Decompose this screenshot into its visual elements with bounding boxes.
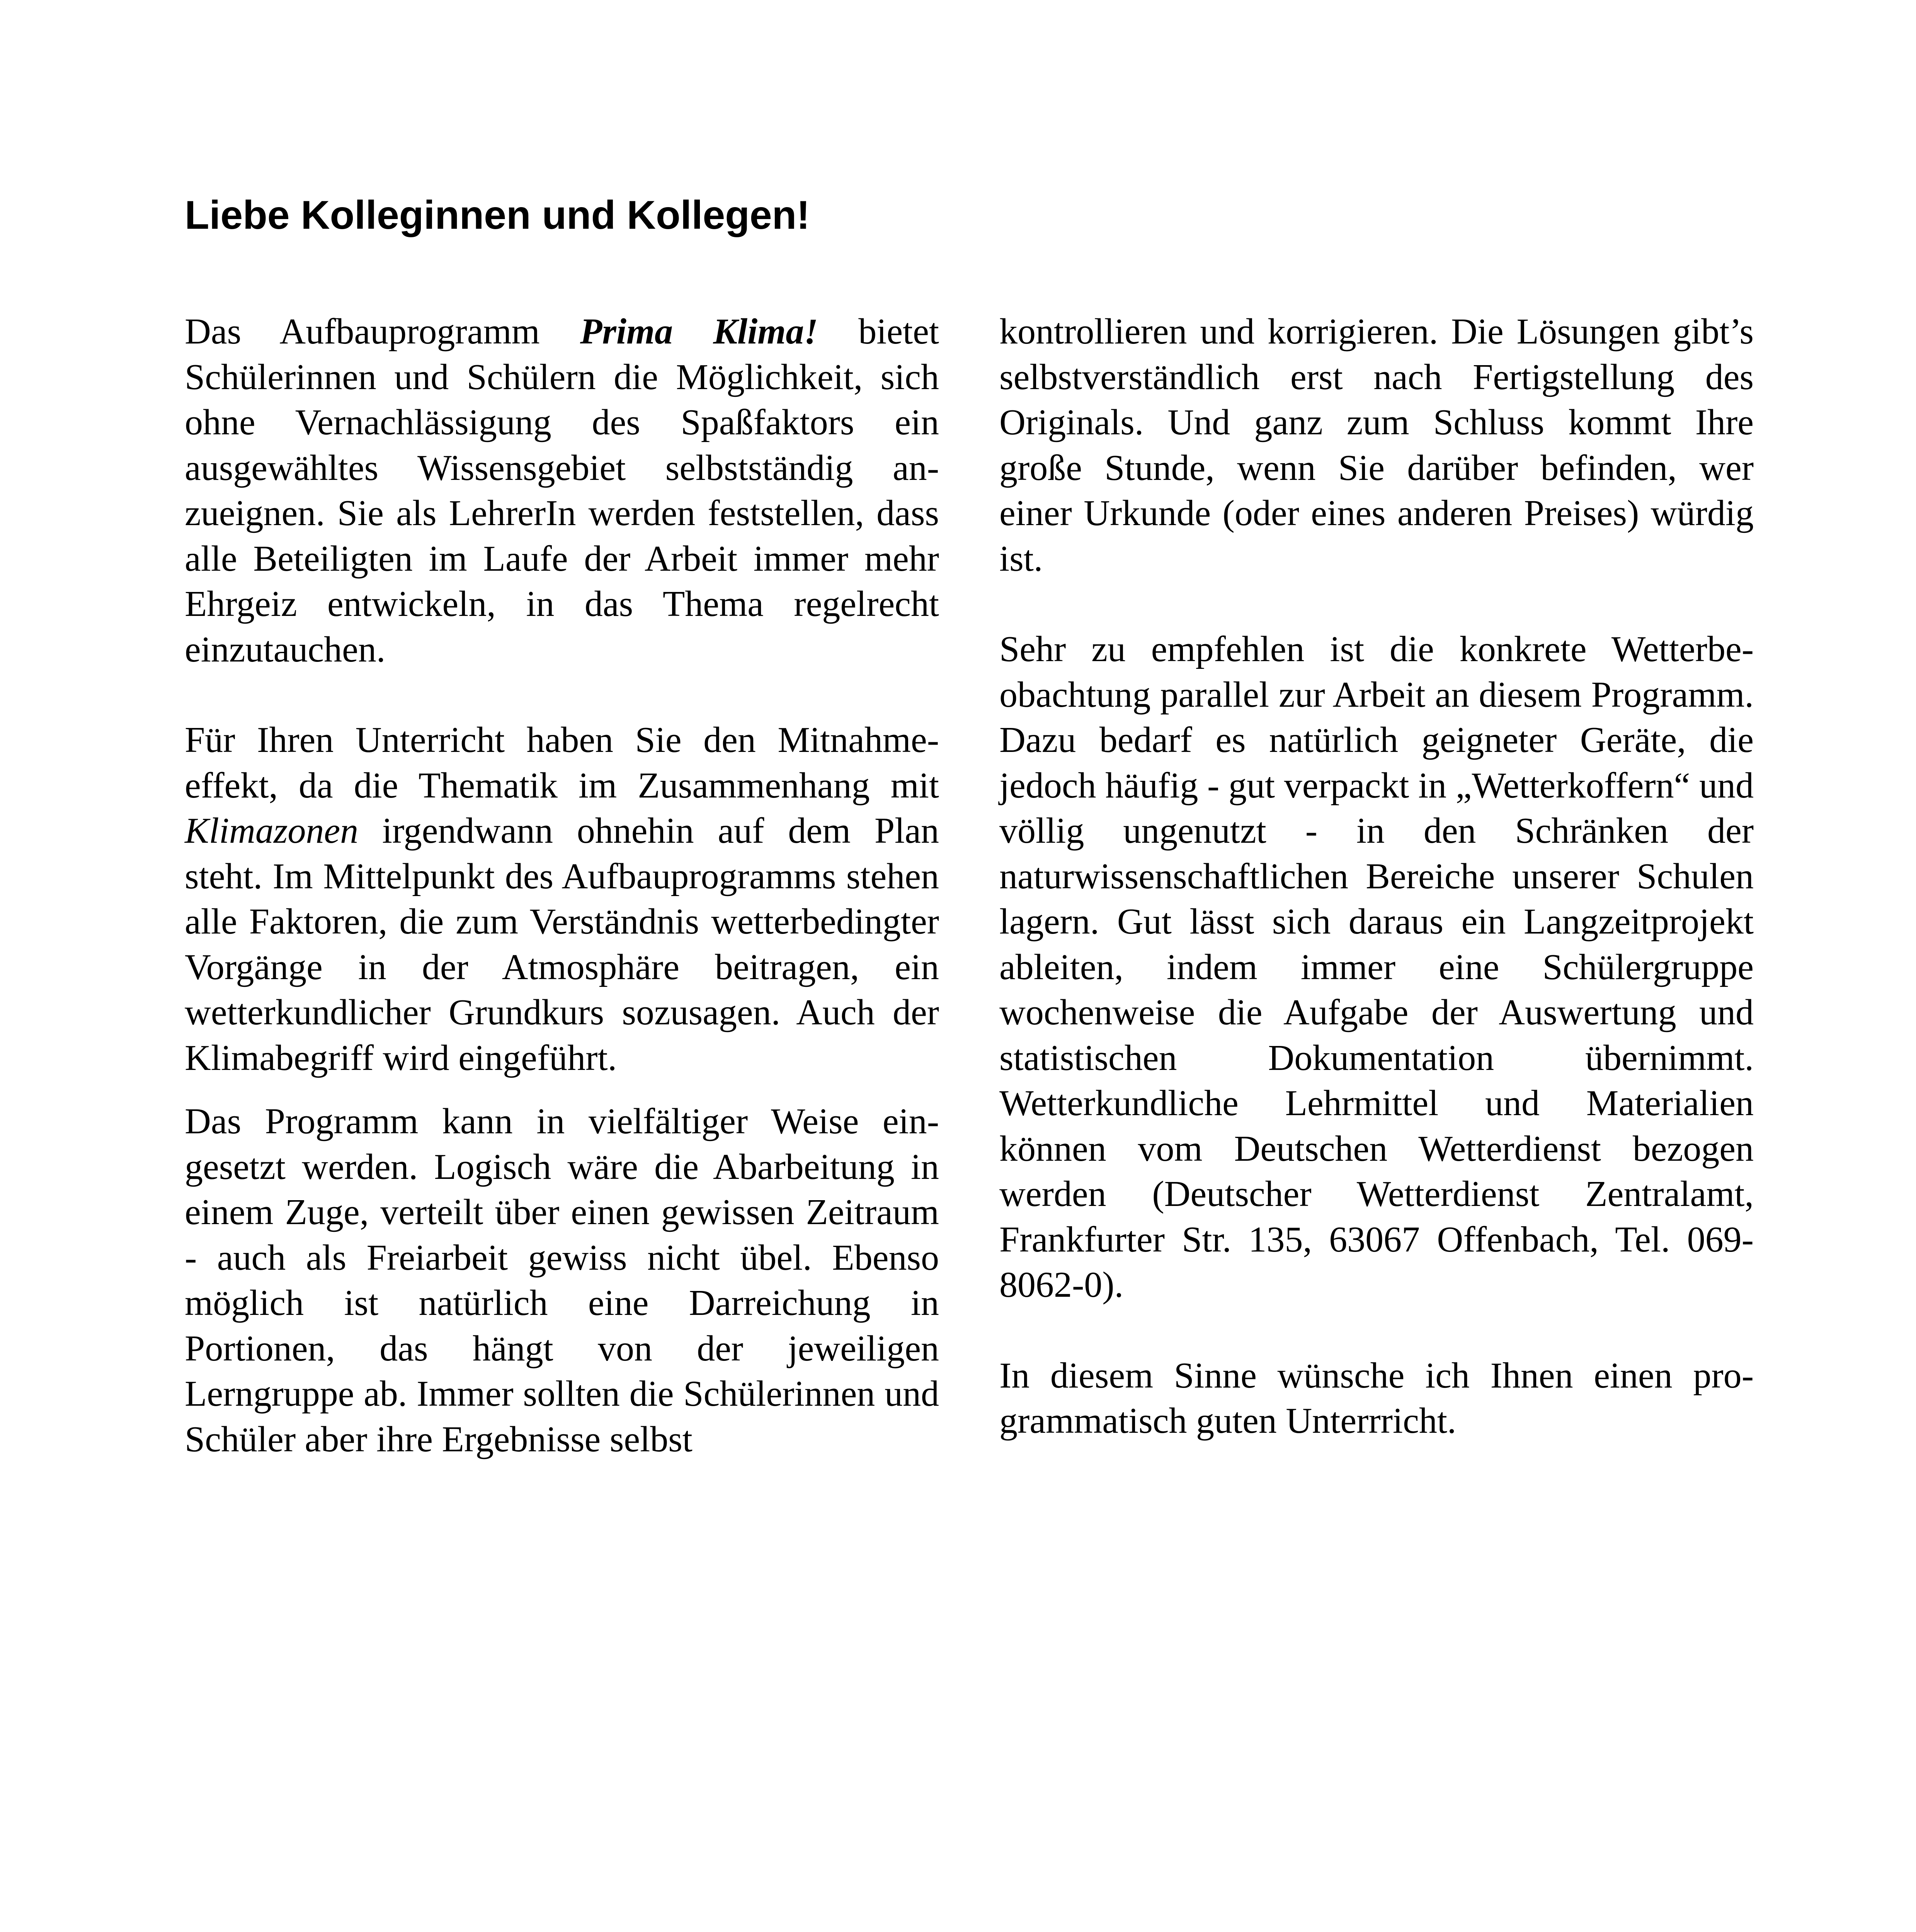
- paragraph-weather-observation: Sehr zu empfehlen ist die konkrete Wetterbeobachtung parallel zur Arbeit an diesem Programm. Dazu bedarf es natürlich geigneter Geräte, die jedoch häufig - gut verpackt in „Wetterkoffern“ und völlig ungenutzt - in den Schränken der naturwissenschaftlichen Bereiche unserer Schulen lagern. Gut lässt sich daraus ein Langzeitprojekt ableiten, indem immer eine Schülergruppe wochenweise die Aufgabe der Auswertung und statistischen Dokumentation übernimmt. Wetterkundliche Lehrmittel und Materialien können vom Deutschen Wetterdienst bezogen werden (Deutscher Wetterdienst Zentralamt, Frankfurter Str. 135, 63067 Offenbach, Tel. 069-8062-0).: [999, 629, 1754, 1305]
- paragraph-usage: Das Programm kann in vielfältiger Weise eingesetzt werden. Logisch wäre die Abarbeitung in einem Zuge, verteilt über einen gewissen Zeitraum - auch als Freiarbeit gewiss nicht übel. Ebenso möglich ist natürlich eine Darreichung in Portionen, das hängt von der jeweiligen Lerngruppe ab. Immer sollten die Schülerinnen und Schüler aber ihre Ergebnisse selbst: [185, 1101, 939, 1459]
- paragraph-intro: [185, 309, 939, 672]
- right-text-column: [999, 309, 1754, 1444]
- climate-zones-emphasis: Klimazonen: [185, 811, 359, 851]
- page-heading: Liebe Kolleginnen und Kollegen!: [185, 193, 810, 238]
- paragraph-text: irgendwann ohnehin auf dem Plan steht. Im Mittelpunkt des Aufbauprogramms stehen alle Faktoren, die zum Verständnis wetterbedingter Vorgänge in der Atmosphäre beitragen, ein wetterkundlicher Grundkurs sozusagen. Auch der Klimabegriff wird eingeführt.: [185, 811, 939, 1078]
- paragraph-text: bietet Schülerinnen und Schülern die Möglichkeit, sich ohne Vernachlässigung des Spaßfaktors ein ausgewähltes Wissensgebiet selbstständig anzueignen. Sie als LehrerIn werden feststellen, dass alle Beteiligten im Laufe der Arbeit immer mehr Ehrgeiz entwickeln, in das Thema regelrecht einzutauchen.: [185, 311, 939, 670]
- program-title-emphasis: Prima Klima!: [580, 311, 818, 352]
- paragraph-text: Das Aufbauprogramm: [185, 311, 580, 352]
- paragraph-text: Für Ihren Unterricht haben Sie den Mitnahmeeffekt, da die Thematik im Zusammenhang mit: [185, 720, 939, 806]
- left-text-column: [185, 309, 939, 1462]
- paragraph-closing: In diesem Sinne wünsche ich Ihnen einen programmatisch guten Unterrricht.: [999, 1355, 1754, 1441]
- paragraph-teaching: [185, 718, 939, 1081]
- paragraph-control: kontrollieren und korrigieren. Die Lösungen gibt’s selbstverständlich erst nach Fertigstellung des Originals. Und ganz zum Schluss kommt Ihre große Stunde, wenn Sie darüber befinden, wer einer Urkunde (oder eines anderen Preises) würdig ist.: [999, 311, 1754, 579]
